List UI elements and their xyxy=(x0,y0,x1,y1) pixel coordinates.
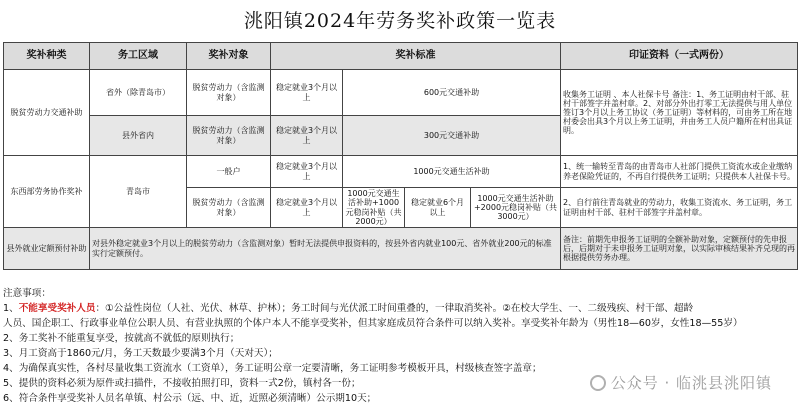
note-line: 4、为确保真实性，各村尽量收集工资流水（工资单），务工证明公章一定要清晰，务工证明参考模板开具，村级核查签字盖章； xyxy=(3,363,542,374)
page-title: 洮阳镇2024年劳务奖补政策一览表 xyxy=(243,10,557,32)
note-line xyxy=(3,301,797,316)
header-cell: 务工区域 xyxy=(90,43,187,70)
table-row xyxy=(4,228,798,270)
policy-table xyxy=(3,42,798,270)
notes-heading: 注意事项： xyxy=(3,288,51,299)
table-cell: 稳定就业3个月以上 xyxy=(271,156,343,188)
table-cell: 1000元交通生活补助+1000元稳岗补贴（共2000元） xyxy=(343,188,405,228)
table-cell: 一般户 xyxy=(187,156,271,188)
table-cell: 稳定就业3个月以上 xyxy=(271,116,343,156)
note-line: 人员、国企职工、行政事业单位公职人员、有营业执照的个体户本人不能享受奖补，但其家庭成员符合条件可以纳入奖补。享受奖补年龄为（男性18—60岁，女性18—55岁） xyxy=(3,318,743,329)
table-cell: 收集务工证明 、本人社保卡号 备注：1、务工证明由村干部、驻村干部签字并盖村章。2、对部分外出打零工无法提供与用人单位签订3个月以上务工协议（务工证明）等材料的，可由务工所在地村委会出具3个月以上务工证明，并由务工人员户籍所在村出具证明。 xyxy=(561,70,798,156)
note-number: 1、 xyxy=(3,303,19,314)
table-cell: 稳定就业6个月以上 xyxy=(405,188,471,228)
table-cell: 1、统一输转至青岛的由青岛市人社部门提供工资流水或企业缴纳养老保险凭证的，不再自行提供务工证明；只提供本人社保卡号。 xyxy=(561,156,798,188)
table-cell: 脱贫劳动力（含监测对象） xyxy=(187,70,271,116)
header-cell: 奖补标准 xyxy=(271,43,561,70)
watermark xyxy=(590,372,772,393)
table-header-row xyxy=(4,43,798,70)
table-cell: 2、自行前往青岛就业的劳动力，收集工资流水、务工证明，务工证明由村干部、驻村干部签字并盖村章。 xyxy=(561,188,798,228)
note-highlight: 不能享受奖补人员 xyxy=(18,303,96,314)
wechat-icon xyxy=(590,375,606,391)
table-cell: 1000元交通生活补助 xyxy=(343,156,561,188)
table-cell: 县外就业定额预付补助 xyxy=(4,228,90,270)
watermark-text: 公众号 · 临洮县洮阳镇 xyxy=(610,374,772,392)
table-row xyxy=(4,70,798,116)
table-row xyxy=(4,156,798,188)
table-cell: 脱贫劳动力（含监测对象） xyxy=(187,188,271,228)
table-cell: 脱贫劳动力（含监测对象） xyxy=(187,116,271,156)
table-cell: 稳定就业3个月以上 xyxy=(271,70,343,116)
table-cell: 县外省内 xyxy=(90,116,187,156)
table-cell: 脱贫劳动力交通补助 xyxy=(4,70,90,156)
table-cell: 备注：前期先申报务工证明的全额补助对象，定额预付的先申报后，后期对于未申报务工证明对象，以实际审核结果补齐兑现的再根据提供劳务办理。 xyxy=(561,228,798,270)
table-cell: 1000元交通生活补助+2000元稳岗补贴（共3000元） xyxy=(471,188,561,228)
table-cell: 对县外稳定就业3个月以上的脱贫劳动力（含监测对象）暂时无法提供申报资料的，按县外省内就业100元、省外就业200元的标准实行定额预付。 xyxy=(90,228,561,270)
note-line: 5、提供的资料必须为原件或扫描件，不接收拍照打印，资料一式2份，镇村各一份； xyxy=(3,378,361,389)
table-cell: 稳定就业3个月以上 xyxy=(271,188,343,228)
note-line: 6、符合条件享受奖补人员名单镇、村公示（远、中、近，近照必须清晰）公示期10天； xyxy=(3,393,377,404)
header-cell: 奖补种类 xyxy=(4,43,90,70)
table-cell: 600元交通补助 xyxy=(343,70,561,116)
table-cell: 300元交通补助 xyxy=(343,116,561,156)
note-line: 2、务工奖补不能重复享受，按就高不就低的原则执行； xyxy=(3,333,240,344)
table-cell: 省外（除青岛市） xyxy=(90,70,187,116)
table-cell: 东西部劳务协作奖补 xyxy=(4,156,90,228)
note-text: ：①公益性岗位（人社、光伏、林草、护林）；务工时间与光伏派工时间重叠的，一律取消奖补。②在校大学生、一、二级残疾、村干部、超龄 xyxy=(95,303,694,314)
header-cell: 奖补对象 xyxy=(187,43,271,70)
table-cell: 青岛市 xyxy=(90,156,187,228)
header-cell: 印证资料（一式两份） xyxy=(561,43,798,70)
note-line: 3、月工资高于1860元/月，务工天数最少要满3个月（天对天）； xyxy=(3,348,278,359)
